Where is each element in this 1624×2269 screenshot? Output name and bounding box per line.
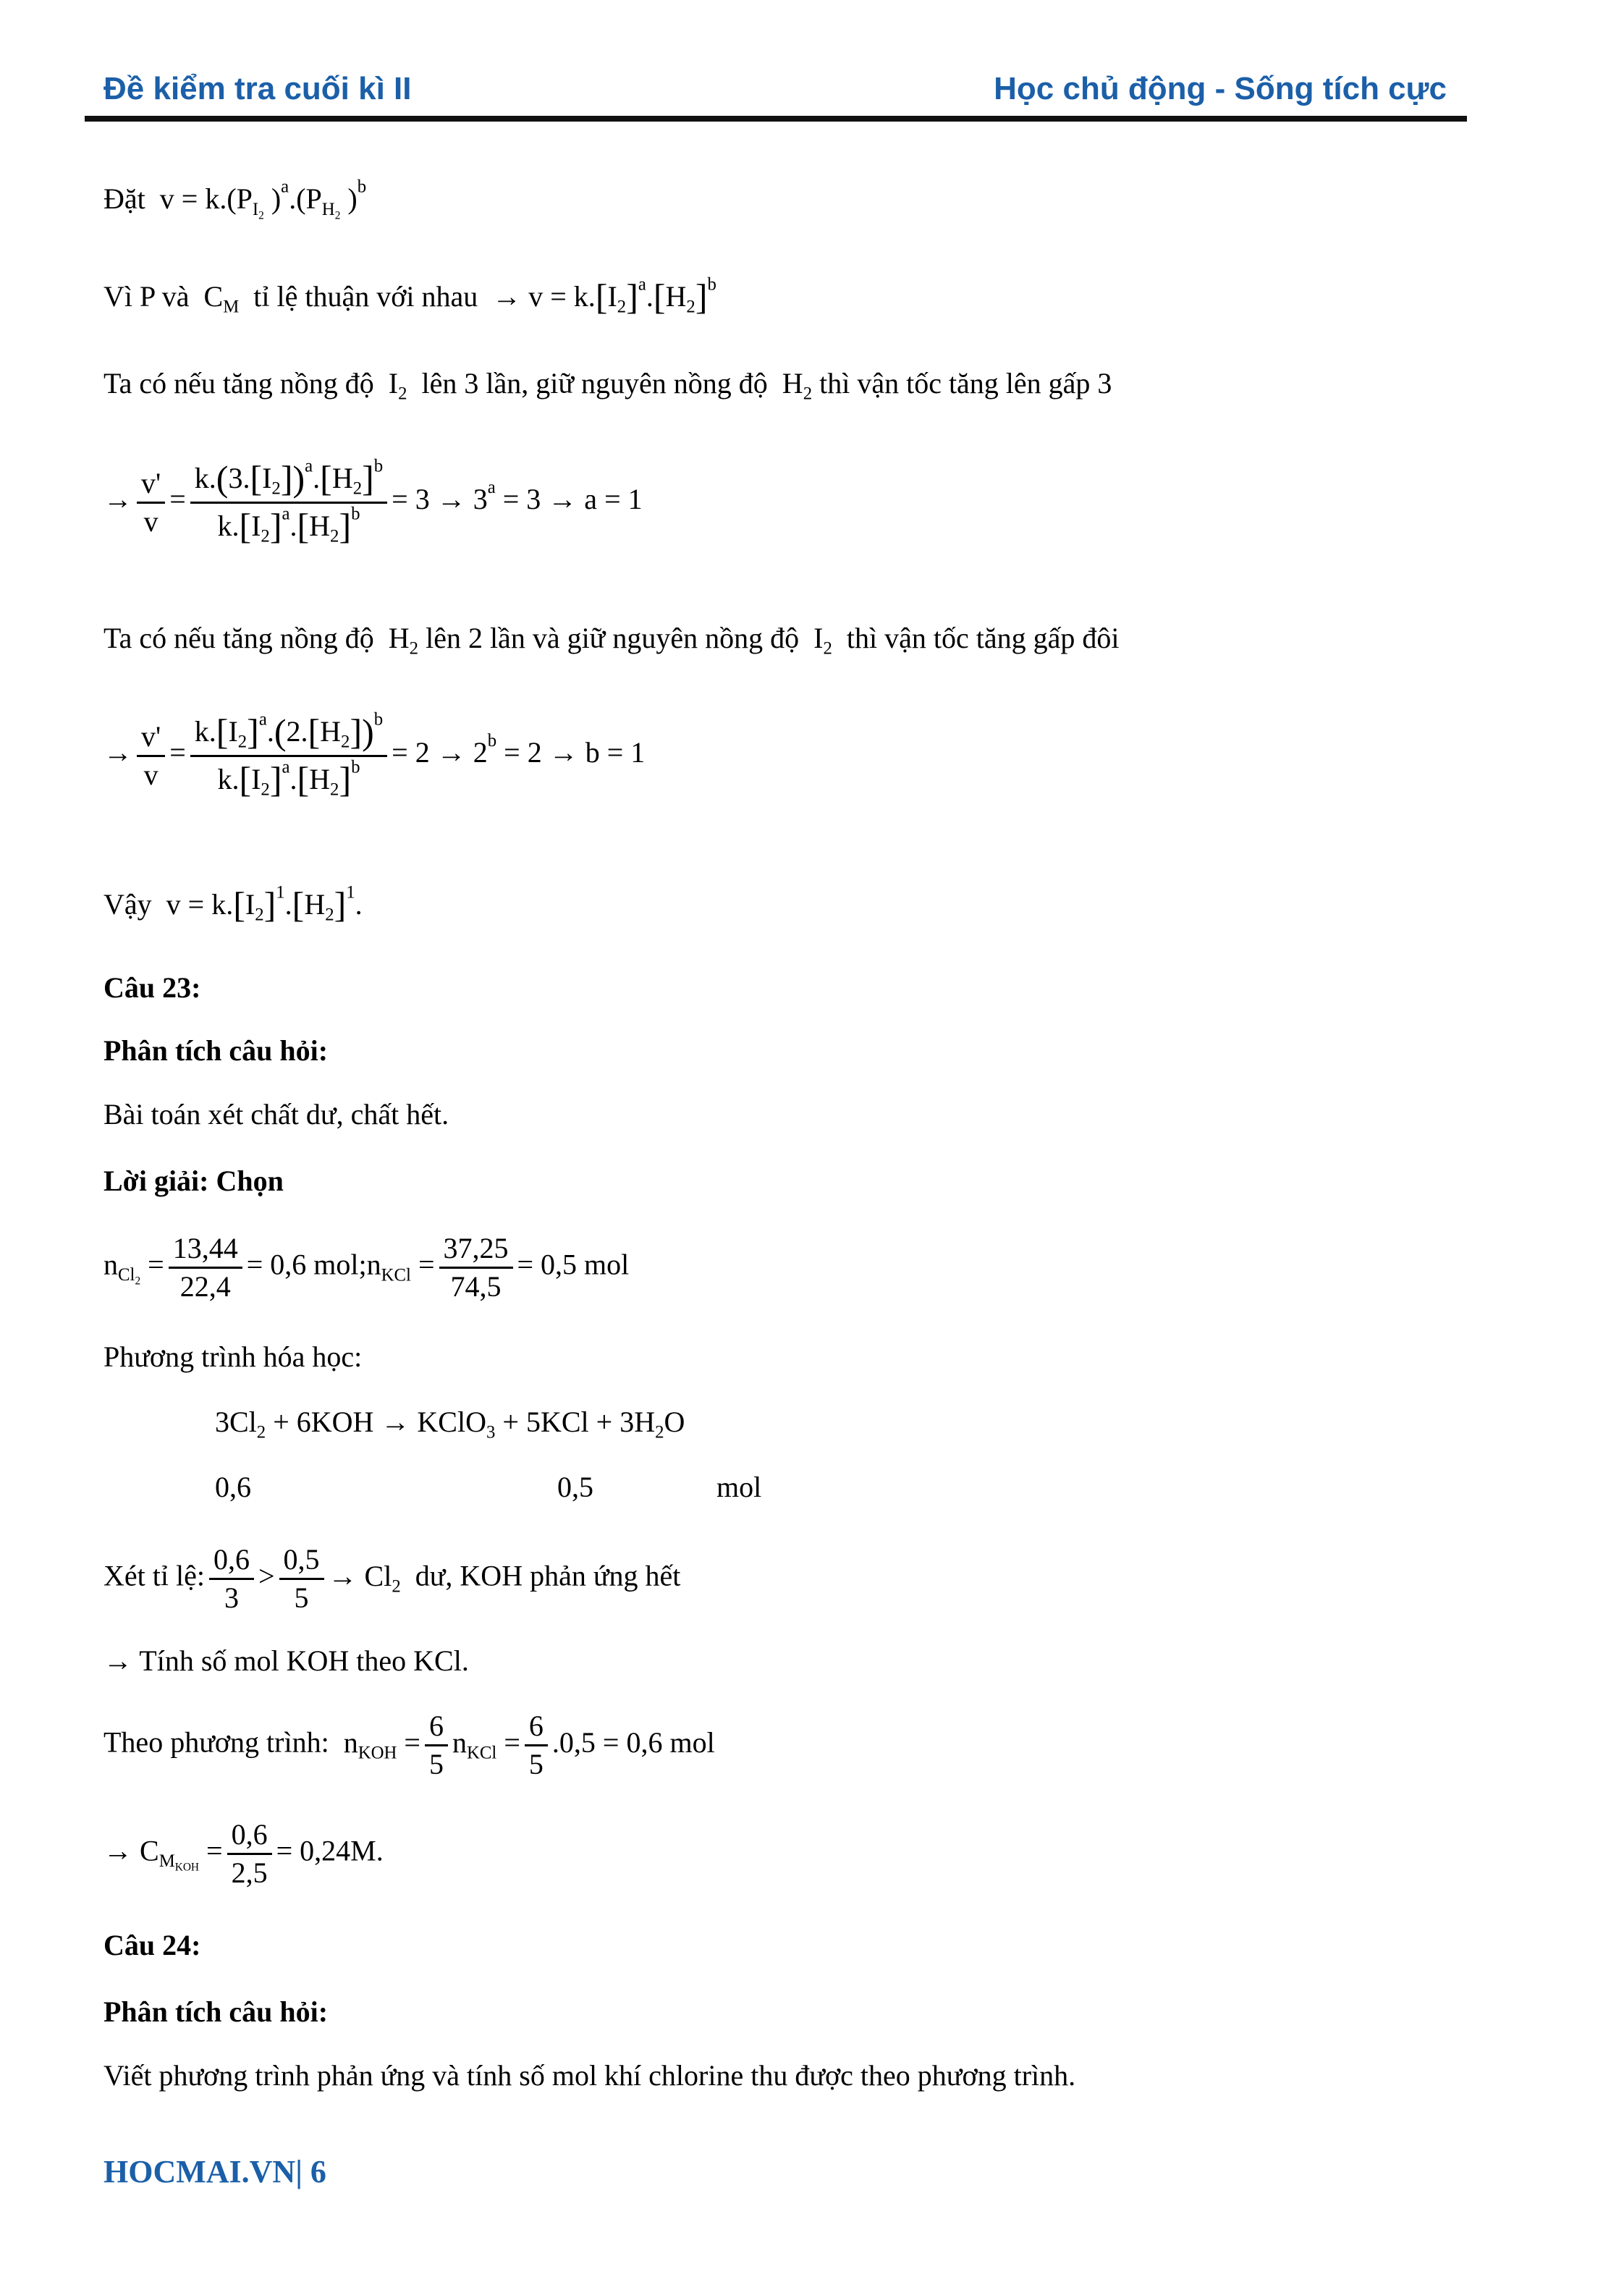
footer-page-number: HOCMAI.VN| 6 — [103, 2154, 326, 2189]
question-23-analysis-heading: Phân tích câu hỏi: — [103, 1034, 329, 1067]
line-concentration: → $C_{M_{KOH}}$ = $\frac{0,6}{2,5}$ = 0,24M. — [103, 1818, 384, 1889]
equation-moles: $n_{Cl_2}$ = $\frac{13,44}{22,4}$ = 0,6 $mol;n_{KCl}$ = $\frac{37,25}{74,5}$ = 0,5 mol — [103, 1232, 630, 1303]
line-ratio-compare: Xét tỉ lệ: $\frac{0,6}{3}$ > $\frac{0,5}{5}$ → $Cl_2$ dư, KOH phản ứng hết — [103, 1543, 681, 1614]
question-24-analysis-heading: Phân tích câu hỏi: — [103, 1995, 329, 2028]
line-i2-triple: Ta có nếu tăng nồng độ $I_2$ lên 3 lần, giữ nguyên nồng độ $H_2$ thì vận tốc tăng lên gấp 3 — [103, 367, 1112, 404]
header-right-slogan: Học chủ động - Sống tích cực — [994, 71, 1447, 106]
line-calc-koh: → Tính số mol KOH theo KCl. — [103, 1644, 469, 1677]
equation-ratio-a: → $\frac{v'}{v}$ = $\frac{k.(3.[I_2])^a.[H_2]^b}{k.[I_2]^a.[H_2]^b}$ = $3 \to 3^a = 3 \to a = 1$ — [103, 456, 643, 546]
question-23-solution-heading: Lời giải: Chọn — [103, 1165, 284, 1197]
line-conclusion: Vậy $v = k.[I_2]^1.[H_2]^1$. — [103, 882, 363, 925]
reaction-equation: $3Cl_2 + 6KOH$ → KClO$_3$ + $5KCl + 3H_2O$ — [215, 1406, 685, 1442]
question-23-title: Câu 23: — [103, 971, 201, 1004]
mol-row-b: 0,5 — [557, 1471, 593, 1503]
line-proportional: Vì P và $C_M$ tỉ lệ thuận với nhau → $v = k.[I_2]^a.[H_2]^b$ — [103, 274, 716, 317]
line-n-koh: Theo phương trình: $n_{KOH}$ = $\frac{6}{5}$ $n_{KCl}$ = $\frac{6}{5}$ .0,5 = 0,6 mol — [103, 1710, 715, 1780]
header-left-title: Đề kiểm tra cuối kì II — [103, 71, 412, 106]
question-24-analysis-text: Viết phương trình phản ứng và tính số mol khí chlorine thu được theo phương trình. — [103, 2059, 1076, 2092]
line-rate-definition: Đặt $v = k.(P_{I_2}$ )$^a.(P_{H_2}$ )$^b$ — [103, 177, 367, 222]
equation-ratio-b: → $\frac{v'}{v}$ = $\frac{k.[I_2]^a.(2.[H_2])^b}{k.[I_2]^a.[H_2]^b}$ = $2 \to 2^b = 2 \to b = 1$ — [103, 709, 646, 800]
line-h2-double: Ta có nếu tăng nồng độ $H_2$ lên 2 lần và giữ nguyên nồng độ $I_2$ thì vận tốc tăng gấp đôi — [103, 622, 1120, 659]
mol-row-unit: mol — [716, 1471, 762, 1503]
mol-row-a: 0,6 — [215, 1471, 251, 1503]
question-24-title: Câu 24: — [103, 1929, 201, 1961]
header-divider — [85, 116, 1467, 122]
question-23-analysis-text: Bài toán xét chất dư, chất hết. — [103, 1098, 449, 1131]
reaction-intro: Phương trình hóa học: — [103, 1340, 363, 1373]
